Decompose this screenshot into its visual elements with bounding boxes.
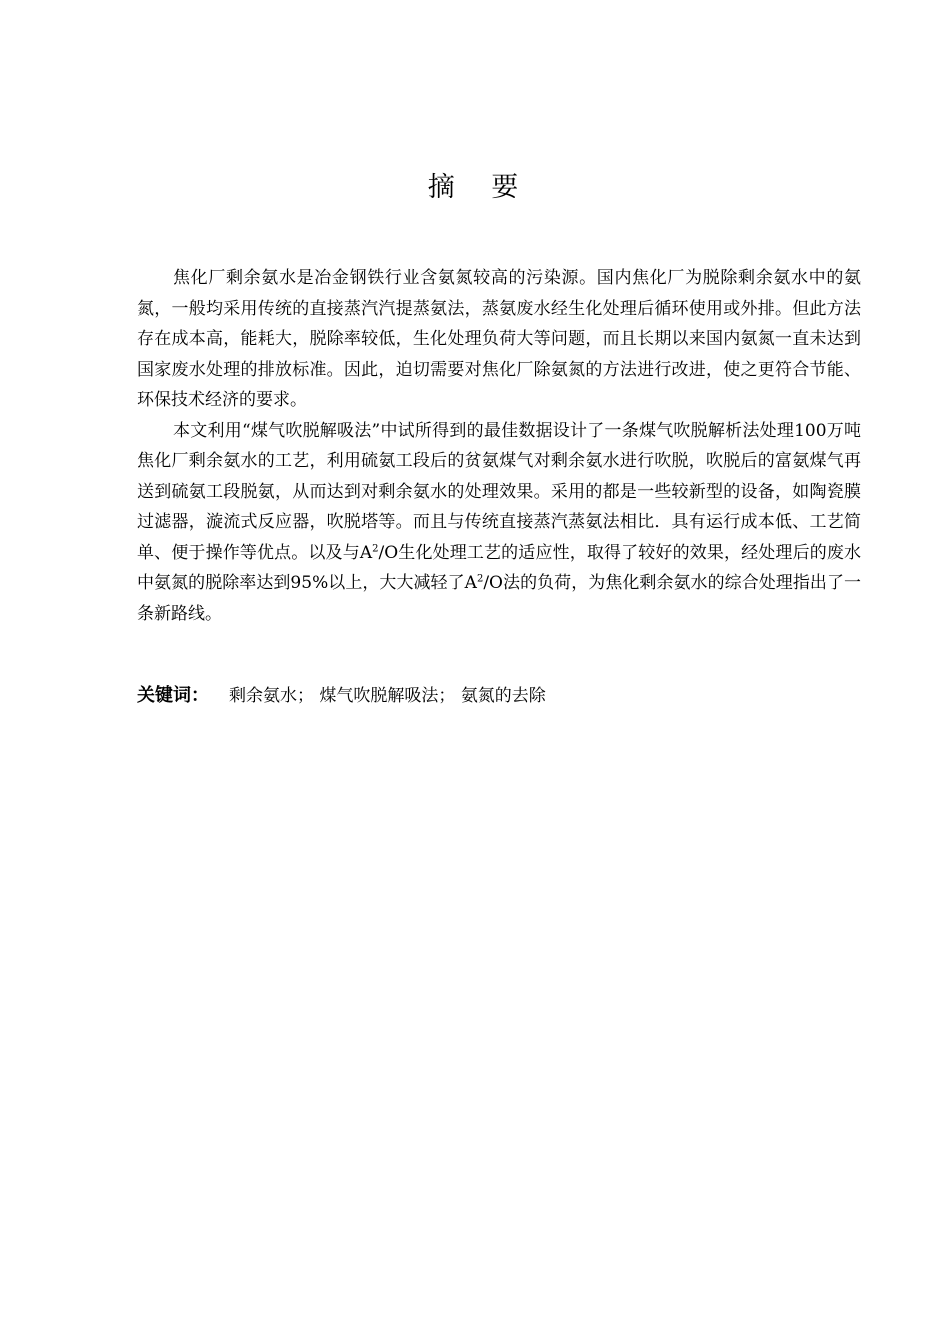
superscript: 2 (476, 573, 484, 585)
keyword-item: 煤气吹脱解吸法； (319, 686, 456, 706)
paragraph-text: 本文利用“煤气吹脱解吸法”中试所得到的最佳数据设计了一条煤气吹脱解析法处理100万吨焦化厂剩余氨水的工艺，利用硫氨工段后的贫氨煤气对剩余氨水进行吹脱，吹脱后的富氨煤气再送到硫氨工段脱氨，从而达到对剩余氨水的处理效果。采用的都是一些较新型的设备，如陶瓷膜过滤器，漩流式反应器，吹脱塔等。而且与传统直接蒸汽蒸氨法相比．具有运行成本低、工艺简单、便于操作等优点。以及与A (137, 420, 861, 563)
keywords-list (229, 686, 546, 706)
paragraph-text: /O生化处理工艺的适应性，取得了较好的效果，经处理后的废水中氨氮的脱除率达到95%以上，大大减轻了A (137, 542, 861, 593)
keyword-item: 氨氮的去除 (460, 686, 546, 706)
abstract-paragraph-1 (137, 263, 861, 416)
keywords-line (137, 681, 861, 711)
page-title: 摘 要 (427, 172, 533, 203)
superscript: 2 (372, 542, 379, 554)
paragraph-text: 焦化厂剩余氨水是冶金钢铁行业含氨氮较高的污染源。国内焦化厂为脱除剩余氨水中的氨氮，一般均采用传统的直接蒸汽汽提蒸氨法，蒸氨废水经生化处理后循环使用或外排。但此方法存在成本高，能耗大，脱除率较低，生化处理负荷大等问题，而且长期以来国内氨氮一直未达到国家废水处理的排放标准。因此，迫切需要对焦化厂除氨氮的方法进行改进，使之更符合节能、环保技术经济的要求。 (137, 268, 861, 410)
abstract-paragraph-2 (137, 416, 861, 630)
keyword-item: 剩余氨水； (229, 686, 314, 706)
paragraph-text: /O法的负荷，为焦化剩余氨水的综合处理指出了一条新路线。 (137, 573, 861, 624)
keywords-label: 关键词： (137, 685, 209, 706)
abstract-body (137, 263, 861, 629)
